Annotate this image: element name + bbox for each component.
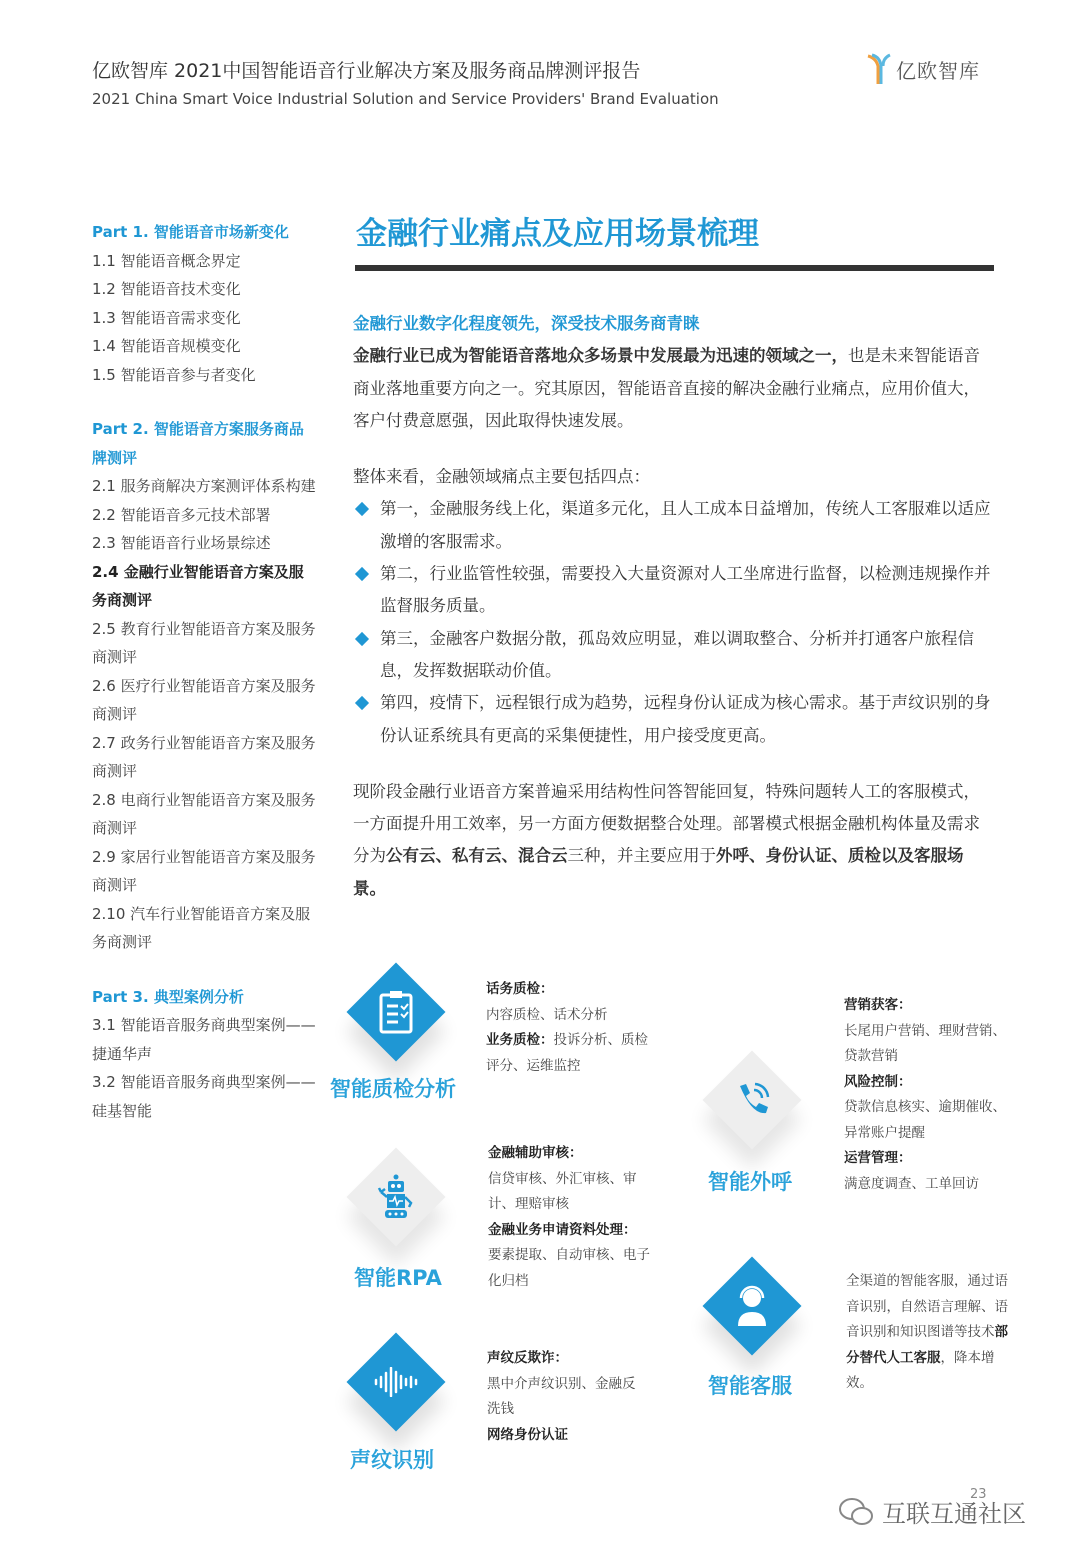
- toc-part-2[interactable]: Part 2. 智能语音方案服务商品牌测评: [92, 420, 304, 467]
- logo-y-icon: [866, 52, 892, 86]
- desc-text: 满意度调查、工单回访: [844, 1175, 979, 1192]
- text: 现阶段金融行业语音方案普遍采用结构性问答智能回复，特殊问题转人工的客服模式，一方面提升用工效率，另一方面方便数据整合处理。部署模式根据金融机构体量及需求分为: [353, 781, 980, 866]
- voiceprint-label: 声纹识别: [350, 1448, 434, 1472]
- rpa-label: 智能RPA: [354, 1266, 442, 1290]
- customer-service-label: 智能客服: [708, 1374, 792, 1398]
- robot-icon: [377, 1174, 415, 1220]
- desc-text: 要素提取、自动审核、电子化归档: [488, 1247, 650, 1289]
- desc-text: 长尾用户营销、理财营销、贷款营销: [844, 1022, 1006, 1064]
- desc-heading: 金融辅助审核：: [488, 1145, 583, 1161]
- bold-text: 外呼、身份认证、质检以及客服场景。: [353, 846, 964, 898]
- wechat-icon: [838, 1497, 874, 1527]
- desc-heading: 风险控制：: [844, 1073, 912, 1090]
- toc-item[interactable]: 2.10 汽车行业智能语音方案及服务商测评: [92, 904, 311, 951]
- toc-item[interactable]: 2.5 教育行业智能语音方案及服务商测评: [92, 619, 316, 666]
- desc-text: 内容质检、话术分析: [486, 1006, 608, 1023]
- report-title-en: 2021 China Smart Voice Industrial Solution and Service Providers' Brand Evaluation: [92, 90, 719, 108]
- title-divider: [355, 265, 994, 271]
- deployment-paragraph: [353, 776, 993, 905]
- desc-text: 信贷审核、外汇审核、审计、理赔审核: [488, 1170, 637, 1212]
- quality-inspection-label: 智能质检分析: [330, 1077, 456, 1101]
- desc-text: 全渠道的智能客服，通过语音识别，自然语言理解、语音识别和知识图谱等技术: [846, 1273, 1008, 1340]
- desc-text: 贷款信息核实、逾期催收、异常账户提醒: [844, 1099, 1006, 1141]
- bullet-item: 第二，行业监管性较强，需要投入大量资源对人工坐席进行监督，以检测违规操作并监督服务质量。: [353, 558, 993, 623]
- toc-item-current[interactable]: 2.4 金融行业智能语音方案及服务商测评: [92, 562, 304, 609]
- intro-paragraph: [353, 340, 993, 437]
- phone-icon: [732, 1080, 772, 1120]
- logo-text: 亿欧智库: [896, 58, 980, 83]
- page-number: 23: [970, 1487, 987, 1502]
- clipboard-icon: [378, 990, 414, 1034]
- toc-part-1[interactable]: Part 1. 智能语音市场新变化: [92, 223, 289, 241]
- toc-item[interactable]: 2.7 政务行业智能语音方案及服务商测评: [92, 733, 316, 780]
- desc-bold: 部分替代人工客服: [846, 1324, 1008, 1366]
- section-subtitle: 金融行业数字化程度领先，深受技术服务商青睐: [353, 314, 700, 333]
- desc-heading: 网络身份认证: [487, 1426, 568, 1443]
- quality-inspection-diamond: [347, 963, 446, 1062]
- bullet-item: 第三，金融客户数据分散，孤岛效应明显，难以调取整合、分析并打通客户旅程信息，发挥数据联动价值。: [353, 623, 993, 688]
- toc-item[interactable]: 1.3 智能语音需求变化: [92, 308, 241, 327]
- quality-inspection-desc: [486, 977, 656, 1079]
- customer-service-desc: [846, 1269, 1011, 1397]
- desc-heading: 金融业务申请资料处理：: [488, 1221, 637, 1238]
- text: 三种，并主要应用于: [567, 846, 716, 866]
- brand-logo: [866, 52, 980, 86]
- customer-service-diamond: [703, 1257, 802, 1356]
- desc-heading: 话务质检：: [486, 981, 554, 997]
- outbound-call-label: 智能外呼: [708, 1170, 792, 1194]
- toc-item[interactable]: 3.1 智能语音服务商典型案例——捷通华声: [92, 1016, 316, 1063]
- desc-heading: 业务质检：: [486, 1032, 554, 1048]
- toc-item[interactable]: 1.4 智能语音规模变化: [92, 337, 241, 355]
- page-title: 金融行业痛点及应用场景梳理: [356, 216, 759, 252]
- rpa-desc: [488, 1141, 658, 1294]
- toc-item[interactable]: 2.2 智能语音多元技术部署: [92, 505, 271, 524]
- bullet-item: 第一，金融服务线上化，渠道多元化，且人工成本日益增加，传统人工客服难以适应激增的客服需求。: [353, 493, 993, 558]
- toc-item[interactable]: 1.2 智能语音技术变化: [92, 280, 241, 298]
- watermark-text: 互联互通社区: [882, 1500, 1026, 1528]
- desc-heading: 声纹反欺诈：: [487, 1350, 568, 1366]
- rpa-diamond: [347, 1148, 446, 1247]
- outbound-call-diamond: [703, 1051, 802, 1150]
- desc-text: ，降本增效。: [846, 1349, 995, 1391]
- toc-item[interactable]: 2.6 医疗行业智能语音方案及服务商测评: [92, 676, 316, 723]
- voiceprint-diamond: [347, 1333, 446, 1432]
- voiceprint-desc: [487, 1346, 637, 1448]
- report-title-cn: 亿欧智库 2021中国智能语音行业解决方案及服务商品牌测评报告: [92, 60, 641, 82]
- toc-item[interactable]: 2.3 智能语音行业场景综述: [92, 534, 271, 552]
- sound-wave-icon: [373, 1367, 419, 1397]
- headset-agent-icon: [732, 1284, 772, 1328]
- desc-heading: 运营管理：: [844, 1150, 912, 1166]
- watermark: [838, 1494, 1026, 1529]
- pain-points-intro: 整体来看，金融领域痛点主要包括四点：: [353, 467, 650, 487]
- toc-item[interactable]: 1.1 智能语音概念界定: [92, 251, 241, 270]
- desc-text: 投诉分析、质检评分、运维监控: [486, 1032, 648, 1074]
- toc-part-3[interactable]: Part 3. 典型案例分析: [92, 987, 244, 1006]
- toc-item[interactable]: 2.8 电商行业智能语音方案及服务商测评: [92, 790, 316, 837]
- table-of-contents: [92, 218, 317, 1125]
- toc-item[interactable]: 3.2 智能语音服务商典型案例——硅基智能: [92, 1073, 316, 1120]
- toc-item[interactable]: 2.1 服务商解决方案测评体系构建: [92, 477, 316, 495]
- intro-bold: 金融行业已成为智能语音落地众多场景中发展最为迅速的领域之一，: [353, 346, 848, 366]
- intro-rest: 也是未来智能语音商业落地重要方向之一。究其原因，智能语音直接的解决金融行业痛点，应用价值大，客户付费意愿强，因此取得快速发展。: [353, 346, 980, 430]
- toc-item[interactable]: 1.5 智能语音参与者变化: [92, 365, 256, 384]
- desc-heading: 营销获客：: [844, 997, 912, 1013]
- main-content: [353, 308, 993, 905]
- toc-item[interactable]: 2.9 家居行业智能语音方案及服务商测评: [92, 847, 316, 894]
- bullet-item: 第四，疫情下，远程银行成为趋势，远程身份认证成为核心需求。基于声纹识别的身份认证系统具有更高的采集便捷性，用户接受度更高。: [353, 687, 993, 752]
- desc-text: 黑中介声纹识别、金融反洗钱: [487, 1375, 636, 1417]
- outbound-call-desc: [844, 993, 1014, 1197]
- bold-text: 公有云、私有云、混合云: [386, 846, 568, 866]
